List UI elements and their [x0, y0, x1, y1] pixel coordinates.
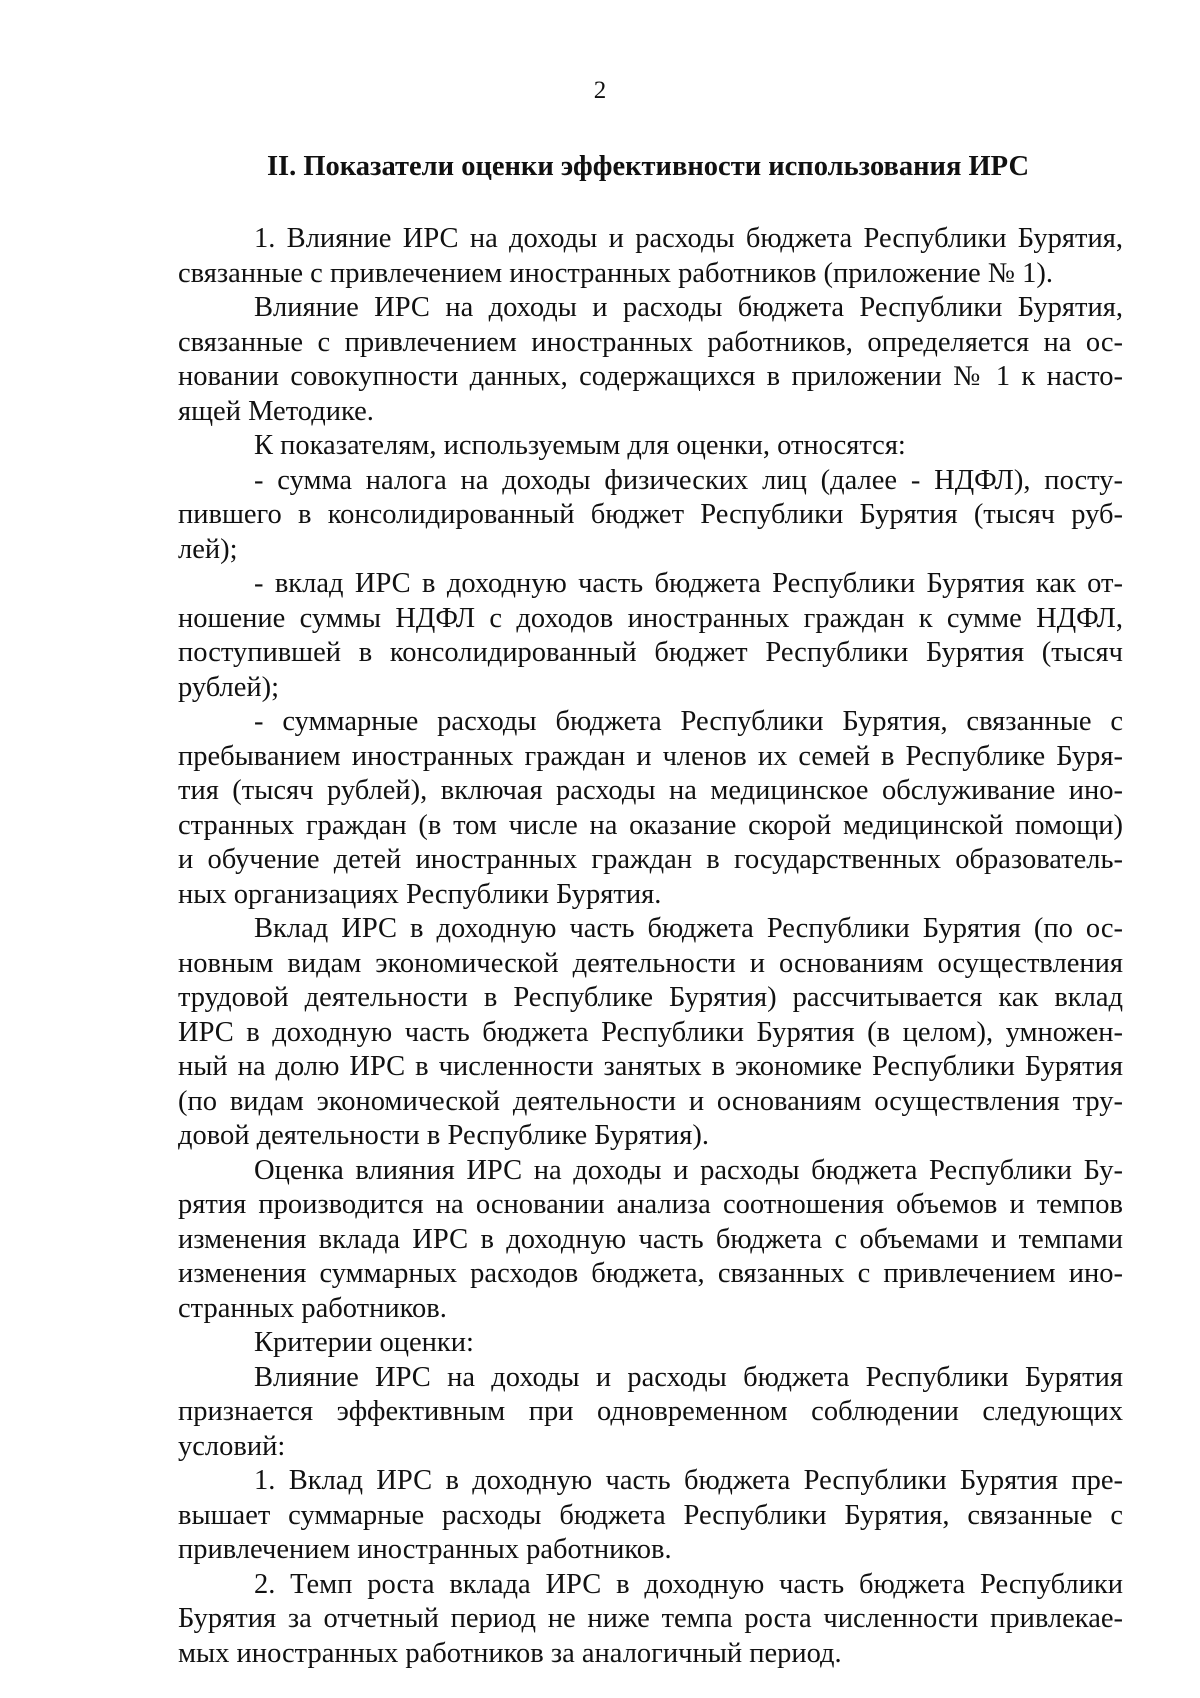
text-line: К показателям, используемым для оценки, относятся: — [254, 430, 906, 461]
text-line: изменения вклада ИРС в доходную часть бюджета с объемами и темпами — [178, 1223, 1123, 1255]
text-line: трудовой деятельности в Республике Бурятия) рассчитывается как вклад — [178, 982, 1123, 1013]
text-line: пившего в консолидированный бюджет Республики Бурятия (тысяч руб- — [178, 499, 1123, 530]
text-line: вышает суммарные расходы бюджета Республики Бурятия, связанные с — [178, 1499, 1123, 1531]
text-line: ящей Методике. — [178, 395, 374, 427]
text-line: Оценка влияния ИРС на доходы и расходы бюджета Республики Бу- — [254, 1154, 1123, 1186]
text-line: ношение суммы НДФЛ с доходов иностранных граждан к сумме НДФЛ, — [178, 602, 1123, 634]
text-line: странных граждан (в том числе на оказание скорой медицинской помощи) — [178, 809, 1123, 841]
text-line: привлечением иностранных работников. — [178, 1534, 672, 1565]
text-line: ный на долю ИРС в численности занятых в экономике Республики Бурятия — [178, 1051, 1123, 1082]
text-line: Влияние ИРС на доходы и расходы бюджета Республики Бурятия — [254, 1361, 1123, 1393]
page-number: 2 — [593, 77, 607, 104]
text-line: 1. Вклад ИРС в доходную часть бюджета Республики Бурятия пре- — [254, 1465, 1123, 1496]
text-line: странных работников. — [178, 1292, 447, 1324]
text-line: связанные с привлечением иностранных работников (приложение № 1). — [178, 257, 1053, 289]
text-line: новным видам экономической деятельности и основаниям осуществления — [178, 947, 1123, 979]
text-line: поступившей в консолидированный бюджет Республики Бурятия (тысяч — [178, 637, 1123, 668]
text-line: Вклад ИРС в доходную часть бюджета Республики Бурятия (по ос- — [254, 913, 1123, 944]
text-line: рублей); — [178, 671, 280, 703]
text-line: рятия производится на основании анализа соотношения объемов и темпов — [178, 1189, 1123, 1220]
text-line: условий: — [178, 1430, 286, 1462]
text-line: ИРС в доходную часть бюджета Республики Бурятия (в целом), умножен- — [178, 1016, 1123, 1048]
text-line: - вклад ИРС в доходную часть бюджета Республики Бурятия как от- — [254, 568, 1123, 599]
text-line: пребыванием иностранных граждан и членов их семей в Республике Буря- — [178, 740, 1123, 772]
text-line: 1. Влияние ИРС на доходы и расходы бюджета Республики Бурятия, — [254, 223, 1123, 254]
text-line: Критерии оценки: — [254, 1327, 474, 1358]
text-line: - суммарные расходы бюджета Республики Бурятия, связанные с — [254, 706, 1123, 737]
text-line: связанные с привлечением иностранных работников, определяется на ос- — [178, 326, 1123, 358]
text-line: - сумма налога на доходы физических лиц (далее - НДФЛ), посту- — [254, 464, 1123, 496]
text-line: довой деятельности в Республике Бурятия). — [178, 1120, 709, 1151]
text-line: тия (тысяч рублей), включая расходы на медицинское обслуживание ино- — [178, 775, 1123, 806]
text-line: Бурятия за отчетный период не ниже темпа роста численности привлекае- — [178, 1603, 1123, 1634]
text-line: лей); — [178, 533, 238, 565]
text-line: и обучение детей иностранных граждан в государственных образователь- — [178, 844, 1123, 875]
text-line: новании совокупности данных, содержащихся в приложении № 1 к насто- — [178, 361, 1123, 392]
text-line: Влияние ИРС на доходы и расходы бюджета Республики Бурятия, — [254, 292, 1123, 323]
section-heading: II. Показатели оценки эффективности использования ИРС — [266, 151, 1030, 182]
text-line: мых иностранных работников за аналогичный период. — [178, 1637, 842, 1669]
text-line: изменения суммарных расходов бюджета, связанных с привлечением ино- — [178, 1258, 1123, 1289]
text-line: (по видам экономической деятельности и основаниям осуществления тру- — [178, 1085, 1123, 1117]
text-line: 2. Темп роста вклада ИРС в доходную часть бюджета Республики — [254, 1568, 1123, 1600]
text-line: признается эффективным при одновременном соблюдении следующих — [178, 1396, 1123, 1427]
document-body — [178, 222, 1123, 1671]
text-line: ных организациях Республики Бурятия. — [178, 878, 662, 910]
